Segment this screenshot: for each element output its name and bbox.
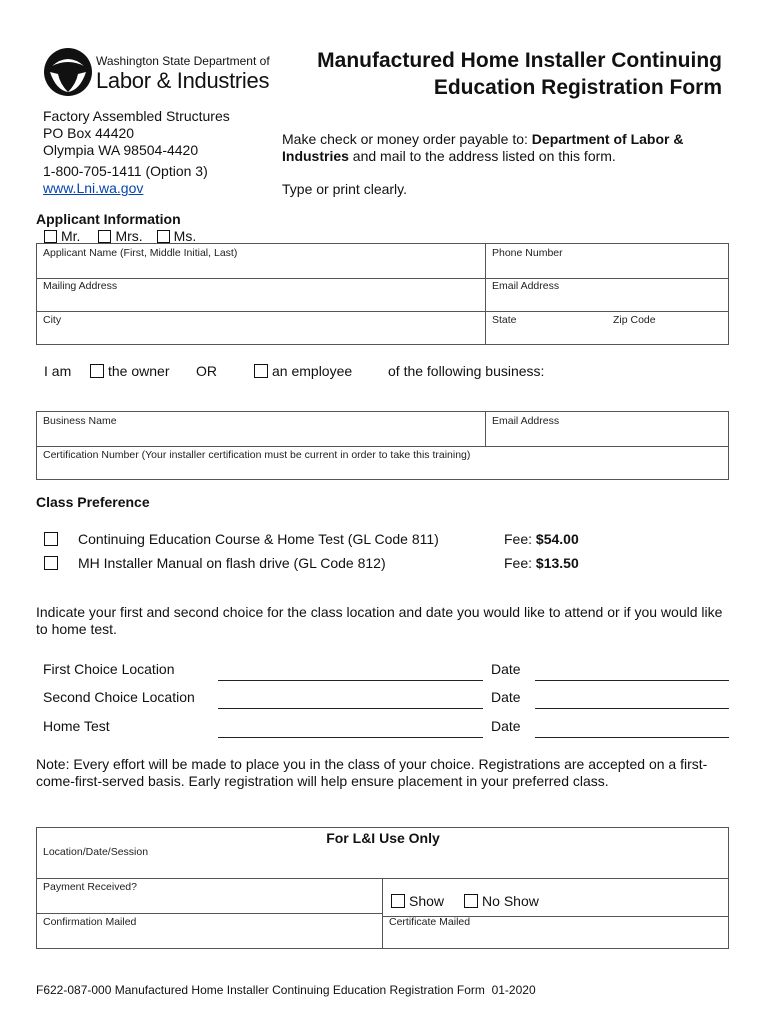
manual-812-fee xyxy=(504,555,579,571)
location-date-session-field[interactable]: Location/Date/Session xyxy=(43,846,149,858)
checkbox-manual-812[interactable] xyxy=(44,556,58,570)
second-choice-date-label: Date xyxy=(491,689,521,705)
business-name-field[interactable]: Business Name xyxy=(43,415,117,427)
first-choice-date-input[interactable] xyxy=(535,680,729,681)
page-title xyxy=(317,47,722,101)
fee-label: Fee: xyxy=(504,555,536,571)
class-preference-heading: Class Preference xyxy=(36,494,150,510)
salutation-row xyxy=(44,228,196,244)
course-811-fee xyxy=(504,531,579,547)
applicant-name-field[interactable]: Applicant Name (First, Middle Initial, Last) xyxy=(43,247,238,259)
checkbox-ms[interactable] xyxy=(157,230,170,243)
fee-amount: $13.50 xyxy=(535,555,579,571)
home-test-date-label: Date xyxy=(491,718,521,734)
payment-instructions xyxy=(282,131,702,165)
second-choice-date-input[interactable] xyxy=(535,708,729,709)
home-test-label: Home Test xyxy=(43,718,110,734)
manual-812-label: MH Installer Manual on flash drive (GL Code 812) xyxy=(78,555,386,571)
agency-logo xyxy=(42,44,270,100)
course-811-label: Continuing Education Course & Home Test (GL Code 811) xyxy=(78,531,439,547)
salutation-mr: Mr. xyxy=(61,228,81,244)
attendance-row xyxy=(391,893,539,909)
address-line-3: Olympia WA 98504-4420 xyxy=(43,142,199,158)
confirmation-mailed-field[interactable]: Confirmation Mailed xyxy=(43,916,137,928)
payable-suffix: and mail to the address listed on this form. xyxy=(348,148,616,164)
payable-bold-1: Department of Labor & xyxy=(531,131,684,147)
business-email-field[interactable]: Email Address xyxy=(492,415,560,427)
relationship-row xyxy=(44,363,664,381)
mailing-address-field[interactable]: Mailing Address xyxy=(43,280,118,292)
applicant-heading: Applicant Information xyxy=(36,211,181,227)
address-phone: 1-800-705-1411 (Option 3) xyxy=(43,163,208,179)
lni-logo-icon xyxy=(42,46,94,98)
home-test-input[interactable] xyxy=(218,737,483,738)
certificate-mailed-field[interactable]: Certificate Mailed xyxy=(389,916,471,928)
first-choice-input[interactable] xyxy=(218,680,483,681)
certification-number-field[interactable]: Certification Number (Your installer certification must be current in order to take this training) xyxy=(43,449,471,461)
applicant-email-field[interactable]: Email Address xyxy=(492,280,560,292)
first-choice-date-label: Date xyxy=(491,661,521,677)
business-table xyxy=(36,411,729,480)
payable-prefix: Make check or money order payable to: xyxy=(282,131,532,147)
form-footer: F622-087-000 Manufactured Home Installer Continuing Education Registration Form 01-2020 xyxy=(36,983,536,997)
type-print-note: Type or print clearly. xyxy=(282,181,408,197)
phone-number-field[interactable]: Phone Number xyxy=(492,247,563,259)
salutation-ms: Ms. xyxy=(173,228,197,244)
address-line-1: Factory Assembled Structures xyxy=(43,108,230,124)
first-choice-label: First Choice Location xyxy=(43,661,175,677)
zip-code-field[interactable]: Zip Code xyxy=(613,314,656,326)
payable-bold-2: Industries xyxy=(282,148,349,164)
mailing-address-block xyxy=(43,108,230,197)
checkbox-employee[interactable] xyxy=(254,364,268,378)
website-link[interactable]: www.Lni.wa.gov xyxy=(43,180,144,196)
owner-label: the owner xyxy=(108,363,170,379)
fee-amount: $54.00 xyxy=(535,531,579,547)
title-line-2: Education Registration Form xyxy=(433,76,722,99)
iam-prefix: I am xyxy=(44,363,72,379)
iam-suffix: of the following business: xyxy=(388,363,545,379)
choice-row-first xyxy=(43,661,733,683)
choice-instruction: Indicate your first and second choice for the class location and date you would like to attend or if you would like to home test. xyxy=(36,604,723,637)
employee-label: an employee xyxy=(272,363,353,379)
office-use-title: For L&I Use Only xyxy=(326,830,440,846)
checkbox-mrs[interactable] xyxy=(98,230,111,243)
checkbox-mr[interactable] xyxy=(44,230,57,243)
salutation-mrs: Mrs. xyxy=(115,228,143,244)
second-choice-input[interactable] xyxy=(218,708,483,709)
placement-note: Note: Every effort will be made to place you in the class of your choice. Registrations are accepted on a first-come-first-served basis. Early registration will help ensure placement in your preferred class. xyxy=(36,756,708,789)
second-choice-label: Second Choice Location xyxy=(43,689,195,705)
address-line-2: PO Box 44420 xyxy=(43,125,135,141)
checkbox-no-show[interactable] xyxy=(464,894,478,908)
or-label: OR xyxy=(196,363,217,379)
class-option-811 xyxy=(44,531,604,549)
logo-line-top: Washington State Department of xyxy=(96,54,270,68)
checkbox-owner[interactable] xyxy=(90,364,104,378)
checkbox-course-811[interactable] xyxy=(44,532,58,546)
logo-line-bottom: Labor & Industries xyxy=(96,68,270,93)
office-use-table xyxy=(36,827,729,949)
class-option-812 xyxy=(44,555,604,573)
show-label: Show xyxy=(409,893,445,909)
state-field[interactable]: State xyxy=(492,314,517,326)
fee-label: Fee: xyxy=(504,531,536,547)
payment-received-field[interactable]: Payment Received? xyxy=(43,881,137,893)
city-field[interactable]: City xyxy=(43,314,62,326)
applicant-table xyxy=(36,243,729,345)
home-test-date-input[interactable] xyxy=(535,737,729,738)
choice-row-home-test xyxy=(43,718,733,740)
choice-row-second xyxy=(43,689,733,711)
checkbox-show[interactable] xyxy=(391,894,405,908)
title-line-1: Manufactured Home Installer Continuing xyxy=(317,49,722,72)
no-show-label: No Show xyxy=(482,893,539,909)
